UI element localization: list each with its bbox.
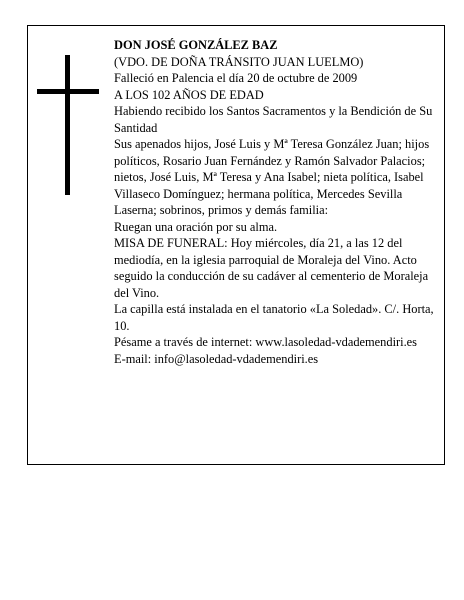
funeral-paragraph: MISA DE FUNERAL: Hoy miércoles, día 21, a las 12 del mediodía, en la iglesia parroquial de Moraleja del Vino. Acto seguido la conducción de su cadáver al cementerio de Moraleja del Vino. xyxy=(114,236,429,300)
widow-of-line: (VDO. DE DOÑA TRÁNSITO JUAN LUELMO) xyxy=(114,54,364,69)
sacraments-paragraph: Habiendo recibido los Santos Sacramentos y la Bendición de Su Santidad xyxy=(114,104,433,135)
email-line: E-mail: info@lasoledad-vdademendiri.es xyxy=(114,351,319,366)
deceased-name: DON JOSÉ GONZÁLEZ BAZ xyxy=(114,38,278,52)
prayer-line: Ruegan una oración por su alma. xyxy=(114,219,278,234)
family-paragraph: Sus apenados hijos, José Luis y Mª Teresa González Juan; hijos políticos, Rosario Juan Fernández y Ramón Salvador Palacios; nietos, José Luis, Mª Teresa y Ana Isabel; nieta política, Isabel Villaseco Domínguez; hermana política, Mercedes Sevilla Laserna; sobrinos, primos y demás familia: xyxy=(114,137,430,217)
age-line: A LOS 102 AÑOS DE EDAD xyxy=(114,87,264,102)
condolences-paragraph: Pésame a través de internet: www.lasoledad-vdademendiri.es xyxy=(114,335,418,349)
chapel-paragraph: La capilla está instalada en el tanatorio «La Soledad». C/. Horta, 10. xyxy=(114,302,434,333)
death-line: Falleció en Palencia el día 20 de octubre de 2009 xyxy=(114,71,358,85)
cross-icon xyxy=(65,55,70,195)
obituary-text xyxy=(114,37,434,367)
cross-icon-crossbar xyxy=(37,89,99,94)
